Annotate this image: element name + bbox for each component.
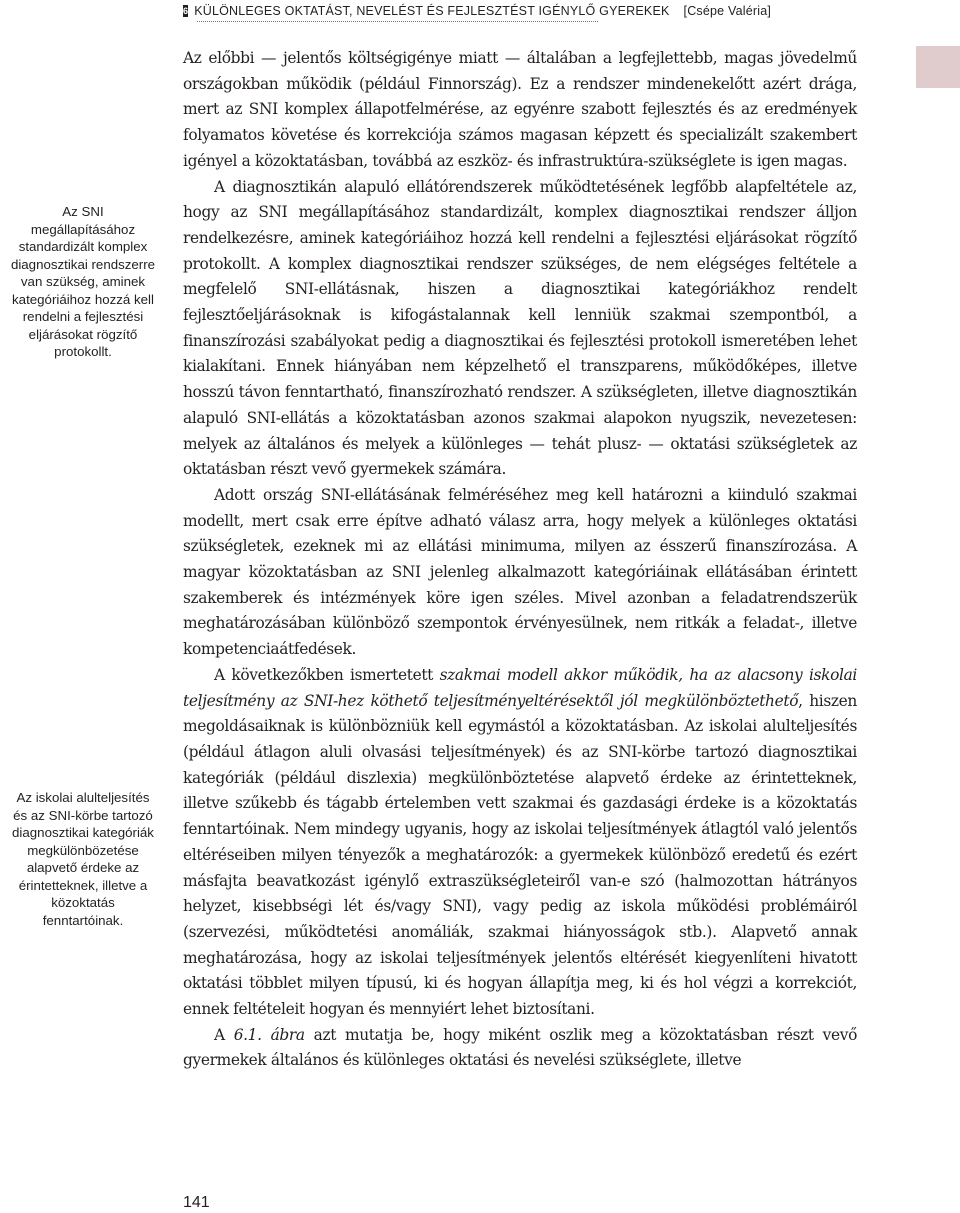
paragraph-5-rest: azt mutatja be, hogy miként oszlik meg a közoktatásban részt vevő gyermekek általános és különleges oktatási és nevelési szükséglete, illetve (183, 1025, 858, 1070)
paragraph-4 (183, 663, 857, 1023)
paragraph-5 (183, 1023, 857, 1074)
running-header-author: [Csépe Valéria] (683, 4, 772, 18)
figure-reference: 6.1. ábra (233, 1025, 305, 1044)
paragraph-2: A diagnosztikán alapuló ellátórendszerek működtetésének legfőbb alapfeltétele az, hogy az SNI megállapításához standardizált, komplex diagnosztikai rendszer álljon rendelkezésre, aminek kategóriáihoz hozzá kell rendelni a fejlesztési eljárásokat rögzítő protokollt. A komplex diagnosztikai rendszer szükséges, de nem elégséges feltétele a megfelelő SNI-ellátásnak, hiszen a diagnosztikai kategóriákhoz rendelt fejlesztőeljárásoknak is kifogástalannak kell lenniük szakmai szempontból, a finanszírozási szabályokat pedig a diagnosztikai és fejlesztési protokoll ismeretében lehet kialakítani. Ennek hiányában nem képzelhető el transzparens, működőképes, illetve hosszú távon fenntartható, finanszírozható rendszer. A szükségleten, illetve diagnosztikán alapuló SNI-ellátás a közoktatásban azonos szakmai alapokon nyugszik, nevezetesen: melyek az általános és melyek a különleges — tehát plusz- — oktatási szükségletek az oktatásban részt vevő gyermekek számára. (183, 177, 857, 479)
paragraph-1: Az előbbi — jelentős költségigénye miatt — általában a legfejlettebb, magas jövedelmű országokban működik (például Finnország). Ez a rendszer mindenekelőtt azért drága, mert az SNI komplex állapotfelmérése, az egyénre szabott fejlesztés és az eredmények folyamatos követése és korrekciója számos magasan képzett és specializált szakembert igényel a közoktatásban, továbbá az eszköz- és infrastruktúra-szükséglete is igen magas. (183, 49, 857, 170)
paragraph-5-lead: A (214, 1025, 234, 1044)
margin-note-1: Az SNI megállapításához standardizált komplex diagnosztikai rendszerre van szükség, aminek kategóriáihoz hozzá kell rendelni a fejlesztési eljárásokat rögzítő protokollt. (10, 204, 156, 359)
chapter-number-badge: 6 (183, 6, 189, 16)
main-text (183, 46, 857, 1074)
paragraph-4-rest: , hiszen megoldásaiknak is különbözniük kell egymástól a közoktatásban. Az iskolai alulteljesítés (például átlagon aluli olvasási teljesítmények) és az SNI-körbe tartozó diagnosztikai kategóriák (például diszlexia) megkülönböztetése alapvető érdeke az érintetteknek, illetve szűkebb és tágabb értelemben vett szakmai és gazdasági érdeke is a közoktatás fenntartóinak. Nem mindegy ugyanis, hogy az iskolai teljesítmények átlagtól való jelentős eltéréseiben milyen tényezők a meghatározók: a gyermekek különböző eredetű és ezért másfajta beavatkozást igénylő extraszükségleteiről van-e szó (halmozottan hátrányos helyzet, kisebbségi lét és/vagy SNI), vagy pedig az iskola működési problémáiról (szervezési, működtetési anomáliák, szakmai hiányosságok stb.). Alapvető annak meghatározása, hogy az iskolai teljesítmények jelentős eltérését kiegyenlíteni hivatott oktatási többlet milyen típusú, ki és hogyan állapítja meg, ki és hol végzi a korrekciót, ennek feltételeit hogyan és mennyiért lehet biztosítani. (183, 691, 857, 1019)
header-rule (197, 21, 598, 22)
paragraph-4-lead: A következőkben ismertetett (214, 665, 440, 684)
paragraph-4-emphasis: szakmai modell akkor működik, ha az alacsony iskolai teljesítmény az SNI-hez köthető teljesítményeltérésektől jól megkülönböztethető (183, 665, 857, 710)
margin-note-2: Az iskolai alulteljesítés és az SNI-körbe tartozó diagnosztikai kategóriák megkülönbözetése alapvető érdeke az érintetteknek, illetve a közoktatás fenntartóinak. (12, 790, 154, 928)
page-number: 141 (183, 1194, 210, 1211)
paragraph-3: Adott ország SNI-ellátásának felméréséhez meg kell határozni a kiinduló szakmai modellt, mert csak erre építve adható válasz arra, hogy melyek a különleges oktatási szükségletek, ezeknek mi az ellátási minimuma, milyen az ésszerű finanszírozása. A magyar közoktatásban az SNI jelenleg alkalmazott kategóriáinak ellátásában érintett szakemberek és intézmények köre igen széles. Mivel azonban a feladatrendszerük meghatározásában különböző szempontok érvényesülnek, nem ritkák a feladat-, illetve kompetenciaátfedések. (183, 485, 857, 659)
running-header (183, 0, 772, 22)
running-header-title: KÜLÖNLEGES OKTATÁST, NEVELÉST ÉS FEJLESZTÉST IGÉNYLŐ GYEREKEK (194, 4, 670, 18)
chapter-thumb-tab (916, 46, 960, 88)
